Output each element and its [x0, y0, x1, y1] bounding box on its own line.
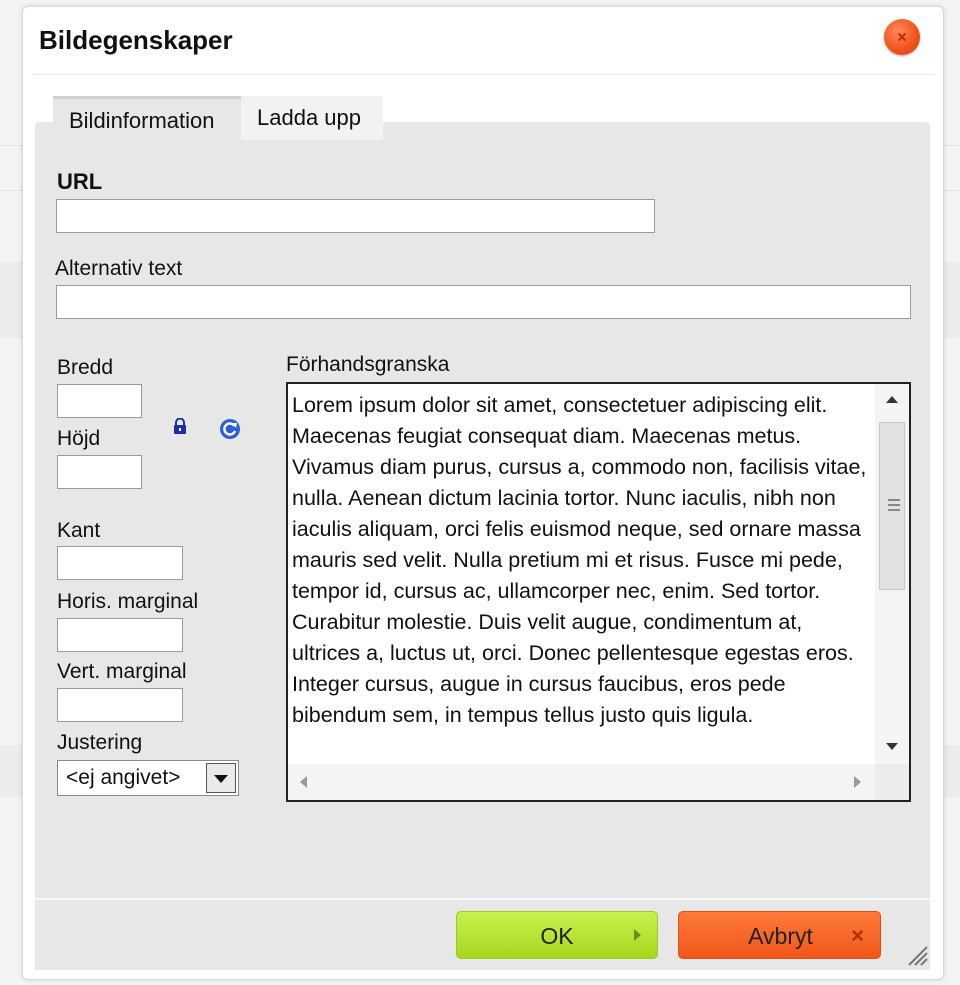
dialog-title: Bildegenskaper: [39, 25, 233, 55]
vspace-label: Vert. marginal: [57, 660, 187, 683]
grip-line: [888, 504, 900, 506]
grip-line: [888, 499, 900, 501]
border-label: Kant: [57, 519, 101, 542]
scroll-right-icon[interactable]: [854, 776, 861, 788]
refresh-icon[interactable]: [219, 418, 241, 440]
vspace-input[interactable]: [57, 688, 183, 722]
title-divider: [33, 74, 933, 75]
tab-upload[interactable]: Ladda upp: [241, 96, 383, 140]
grip-line: [888, 509, 900, 511]
scroll-thumb[interactable]: [879, 422, 905, 590]
width-label: Bredd: [57, 356, 114, 379]
align-select[interactable]: [57, 760, 239, 796]
align-selected-value: <ej angivet>: [66, 766, 181, 789]
url-input[interactable]: [56, 199, 655, 233]
scroll-left-icon[interactable]: [300, 776, 307, 788]
lock-icon[interactable]: [173, 418, 187, 434]
tab-image-info[interactable]: Bildinformation: [53, 96, 241, 140]
close-icon[interactable]: [884, 19, 920, 55]
ok-button-label: OK: [540, 923, 574, 949]
url-label: URL: [57, 169, 103, 194]
image-properties-dialog: [22, 6, 944, 980]
scroll-down-icon[interactable]: [886, 743, 898, 750]
height-label: Höjd: [57, 427, 101, 450]
preview-text: Lorem ipsum dolor sit amet, consectetuer adipiscing elit. Maecenas feugiat consequat diam. Maecenas metus. Vivamus diam purus, cursus a, commodo non, facilisis vitae, nulla. Aenean dictum lacinia tortor. Nunc iaculis, nibh non iaculis aliquam, orci felis euismod neque, sed ornare massa mauris sed velit. Nulla pretium mi et risus. Fusce mi pede, tempor id, cursus ac, ullamcorper nec, enim. Sed tortor. Curabitur molestie. Duis velit augue, condimentum at, ultrices a, luctus ut, orci. Donec pellentesque egestas eros. Integer cursus, augue in cursus faucibus, eros pede bibendum sem, in tempus tellus justo quis ligula.: [292, 393, 867, 727]
cancel-button-label: Avbryt: [748, 923, 813, 949]
chevron-down-icon[interactable]: [206, 763, 236, 793]
alt-text-input[interactable]: [56, 285, 911, 319]
hspace-label: Horis. marginal: [57, 590, 199, 613]
width-input[interactable]: [57, 384, 142, 418]
hspace-input[interactable]: [57, 618, 183, 652]
resize-grip-icon[interactable]: [903, 941, 929, 967]
border-input[interactable]: [57, 546, 183, 580]
horizontal-scrollbar[interactable]: [288, 764, 875, 800]
cancel-button[interactable]: [678, 911, 881, 959]
ok-button[interactable]: [456, 911, 658, 959]
alt-text-label: Alternativ text: [55, 257, 183, 280]
align-label: Justering: [57, 731, 143, 754]
height-input[interactable]: [57, 455, 142, 489]
arrow-right-icon: [634, 929, 641, 941]
vertical-scrollbar[interactable]: [875, 384, 909, 764]
scrollbar-corner: [875, 764, 909, 800]
preview-label: Förhandsgranska: [286, 353, 450, 376]
close-x-icon: ×: [851, 923, 864, 948]
preview-box: [286, 382, 911, 802]
scroll-up-icon[interactable]: [886, 396, 898, 403]
